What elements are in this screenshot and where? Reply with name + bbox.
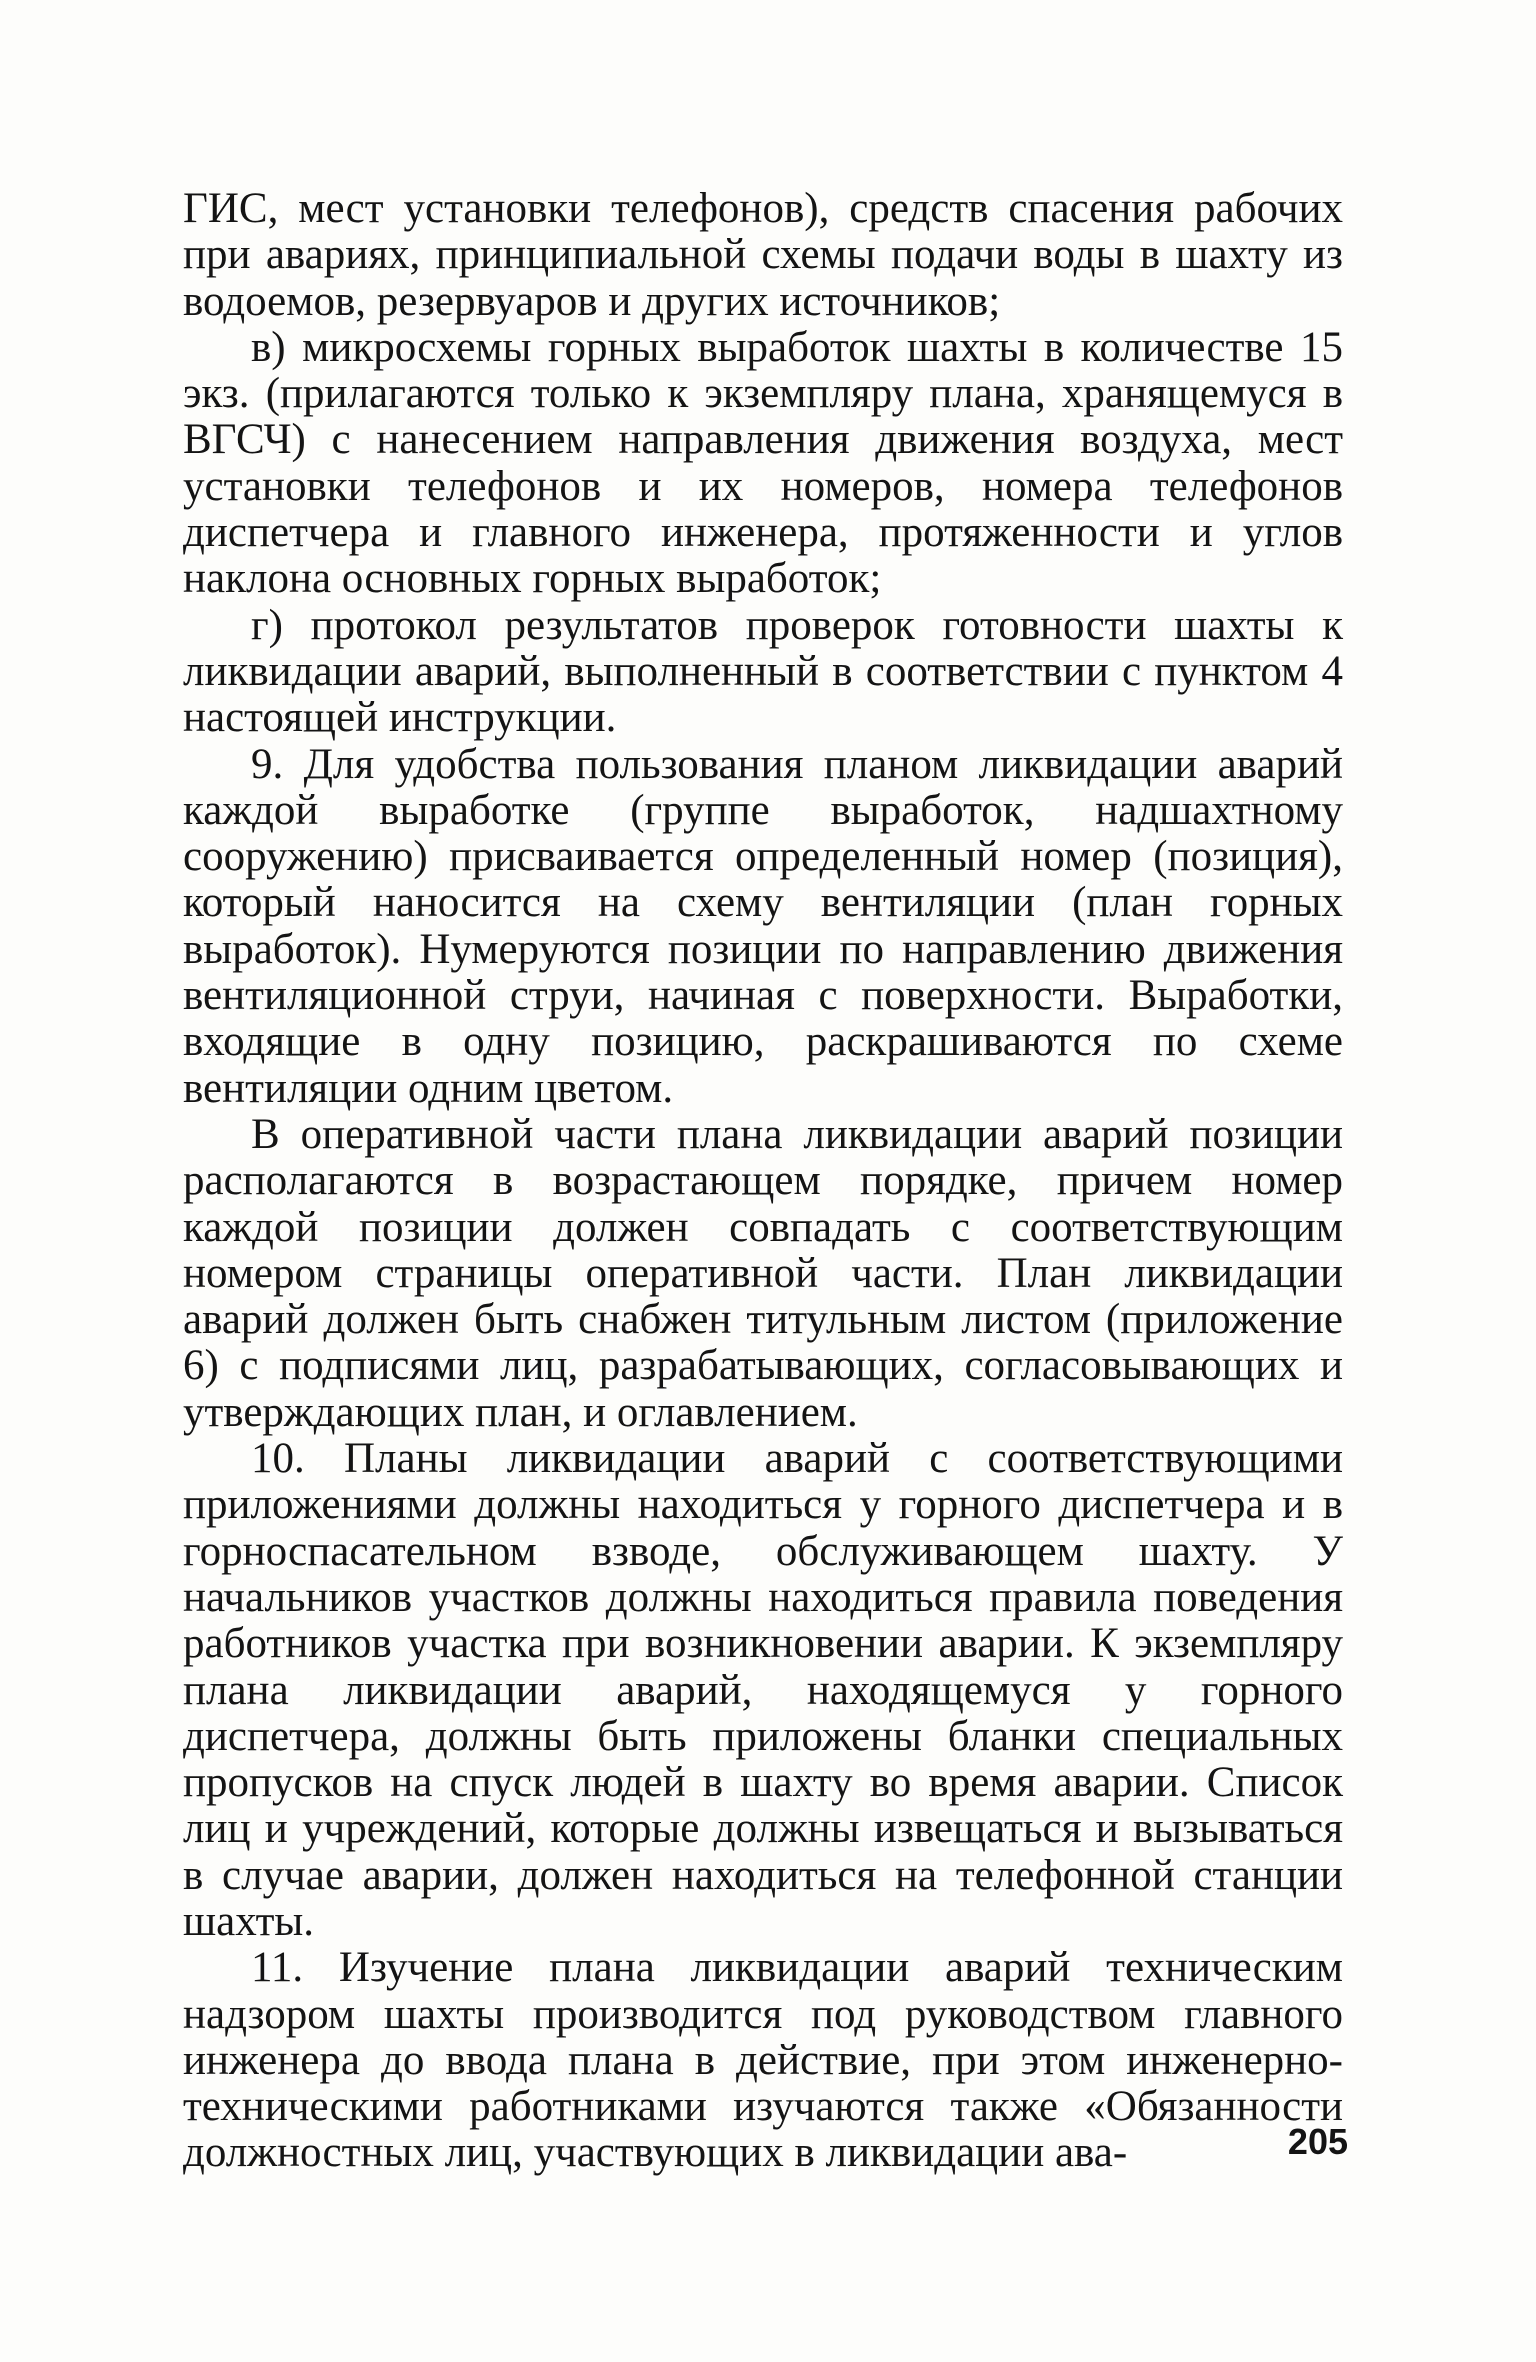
paragraph-item-v: в) микросхемы горных выработок шахты в количестве 15 экз. (прилагаются только к экземпляру плана, хранящемуся в ВГСЧ) с нанесением направления движения воздуха, мест установки телефонов и их номеров, номера телефонов диспетчера и главного инженера, протяженности и углов наклона основных горных выработок; [183,323,1343,603]
paragraph-section-9: 9. Для удобства пользования планом ликвидации аварий каждой выработке (группе выработок, надшахтному сооружению) присваивается определенный номер (позиция), который наносится на схему вентиляции (план горных выработок). Нумеруются позиции по направлению движения вентиляционной струи, начиная с поверхности. Выработки, входящие в одну позицию, раскрашиваются по схеме вентиляции одним цветом. [183,740,1343,1112]
body-text [183,186,1343,2177]
paragraph-section-10: 10. Планы ликвидации аварий с соответствующими приложениями должны находиться у горного диспетчера и в горноспасательном взводе, обслуживающем шахту. У начальников участков должны находиться правила поведения работников участка при возникновении аварии. К экземпляру плана ликвидации аварий, находящемуся у горного диспетчера, должны быть приложены бланки специальных пропусков на спуск людей в шахту во время аварии. Список лиц и учреждений, которые должны извещаться и вызываться в случае аварии, должен находиться на телефонной станции шахты. [183,1435,1343,1945]
paragraph-continuation: ГИС, мест установки телефонов), средств спасения рабочих при авариях, принципиальной схемы подачи воды в шахту из водоемов, резервуаров и других источников; [183,185,1343,325]
paragraph-section-11: 11. Изучение плана ликвидации аварий техническим надзором шахты производится под руководством главного инженера до ввода плана в действие, при этом инженерно-техническими работниками изучаются также «Обязанности должностных лиц, участвующих в ликвидации ава- [183,1944,1343,2177]
paragraph-item-g: г) протокол результатов проверок готовности шахты к ликвидации аварий, выполненный в соответствии с пунктом 4 настоящей инструкции. [183,601,1343,742]
paragraph-section-9-continued: В оперативной части плана ликвидации аварий позиции располагаются в возрастающем порядке, причем номер каждой позиции должен совпадать с соответствующим номером страницы оперативной части. План ликвидации аварий должен быть снабжен титульным листом (приложение 6) с подписями лиц, разрабатывающих, согласовывающих и утверждающих план, и оглавлением. [183,1110,1343,1436]
page-number: 205 [1287,2121,1348,2162]
